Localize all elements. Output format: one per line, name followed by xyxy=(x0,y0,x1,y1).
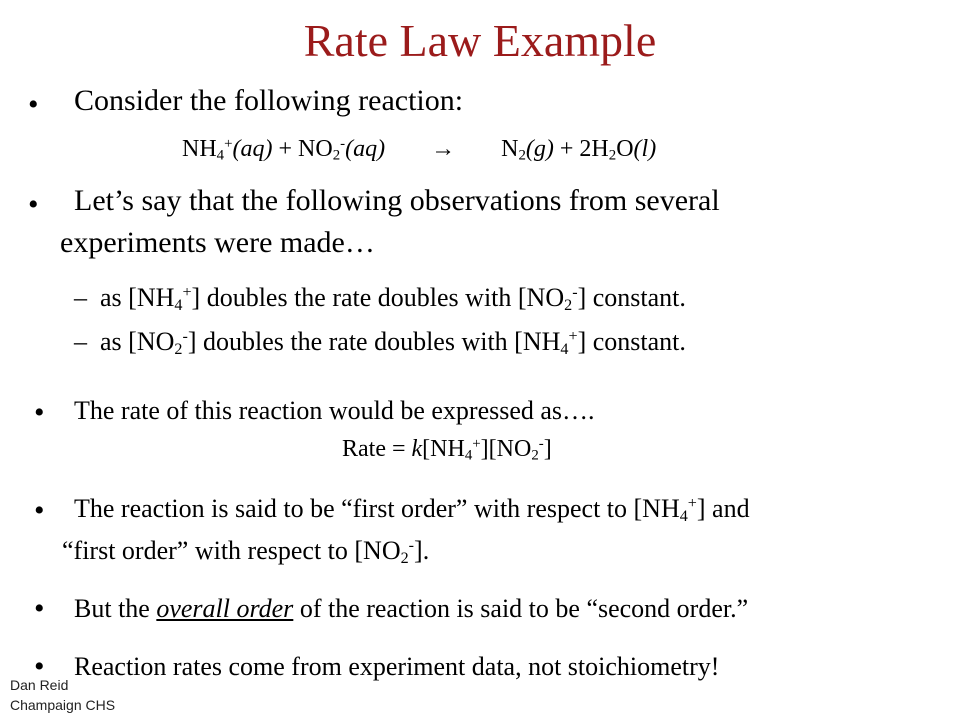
bullet-observations-line1: Let’s say that the following observations from several xyxy=(74,184,720,217)
bullet-icon: • xyxy=(28,188,39,221)
bullet-icon: • xyxy=(28,88,39,121)
bullet-icon: • xyxy=(34,396,45,429)
bullet-rate-expression: The rate of this reaction would be expressed as…. xyxy=(74,396,595,425)
footer-school: Champaign CHS xyxy=(10,697,116,713)
arrow-icon: → xyxy=(431,136,456,162)
dash-icon: – xyxy=(74,283,87,312)
bullet-observations-line2: experiments were made… xyxy=(60,226,375,259)
reaction-equation: $NH_4^+(aq) + NO_2^-(aq) \to N_2(g) + 2H_2O(l)$ xyxy=(182,135,657,164)
slide-title: Rate Law Example xyxy=(303,15,657,66)
rate-equation: Rate = $k[NH_4^+][NO_2^-]$ xyxy=(342,435,552,464)
bullet-icon: • xyxy=(34,592,45,625)
bullet-stoichiometry: Reaction rates come from experiment data, not stoichiometry! xyxy=(74,652,720,681)
footer-author: Dan Reid xyxy=(10,677,69,693)
bullet-overall-order: But the overall order of the reaction is said to be “second order.” xyxy=(74,594,749,623)
sub-bullet-nh4: – as $[NH_4^+]$ doubles the rate doubles with $[NO_2^-]$ constant. xyxy=(74,283,686,315)
bullet-icon: • xyxy=(34,650,45,683)
bullet-consider: Consider the following reaction: xyxy=(74,84,464,117)
bullet-first-order-line1: The reaction is said to be “first order” with respect to $[NH_4^+]$ and xyxy=(74,494,750,526)
dash-icon: – xyxy=(74,327,87,356)
bullet-icon: • xyxy=(34,494,45,527)
sub-bullet-no2: – as $[NO_2^-]$ doubles the rate doubles with $[NH_4^+]$ constant. xyxy=(74,327,686,359)
bullet-first-order-line2: “first order” with respect to $[NO_2^-]$. xyxy=(62,536,430,568)
